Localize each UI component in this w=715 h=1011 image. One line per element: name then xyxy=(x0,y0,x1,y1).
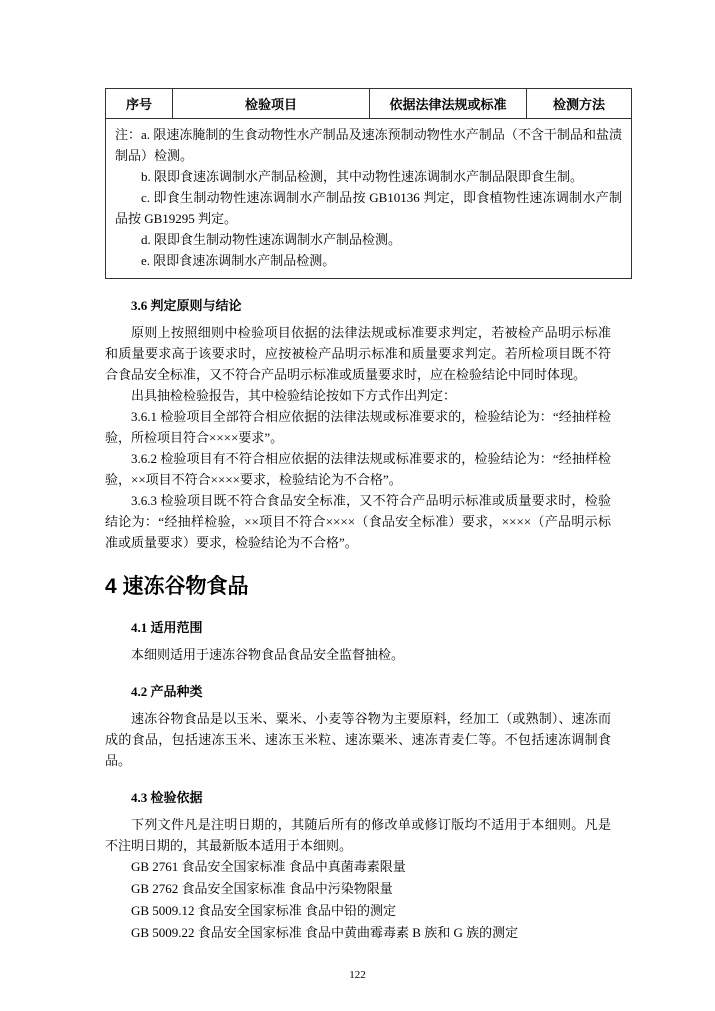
inspection-table xyxy=(105,88,632,279)
table-note-a: 注：a. 限速冻腌制的生食动物性水产制品及速冻预制动物性水产制品（不含干制品和盐渍制品）检测。 xyxy=(115,127,622,163)
section-4-2-heading: 4.2 产品种类 xyxy=(131,684,203,699)
table-notes-row xyxy=(106,119,632,279)
chapter-4-heading: 4 速冻谷物食品 xyxy=(105,575,249,598)
standard-item-gb5009-22: GB 5009.22 食品安全国家标准 食品中黄曲霉毒素 B 族和 G 族的测定 xyxy=(131,925,519,940)
standard-item-gb2762: GB 2762 食品安全国家标准 食品中污染物限量 xyxy=(131,881,393,896)
standard-item-gb5009-12: GB 5009.12 食品安全国家标准 食品中铅的测定 xyxy=(131,903,397,918)
table-header-basis: 依据法律法规或标准 xyxy=(370,89,527,119)
page-content xyxy=(105,88,622,944)
table-note-b: b. 限即食速冻调制水产制品检测，其中动物性速冻调制水产制品限即食生制。 xyxy=(141,169,584,184)
section-4-3-heading: 4.3 检验依据 xyxy=(131,790,203,805)
section-4-1-paragraph: 本细则适用于速冻谷物食品食品安全监督抽检。 xyxy=(131,647,405,662)
table-note-c: c. 即食生制动物性速冻调制水产制品按 GB10136 判定，即食植物性速冻调制水产制品按 GB19295 判定。 xyxy=(115,190,622,226)
standard-item-gb2761: GB 2761 食品安全国家标准 食品中真菌毒素限量 xyxy=(131,859,406,874)
section-3-6-paragraph-1: 原则上按照细则中检验项目依据的法律法规或标准要求判定，若被检产品明示标准和质量要求高于该要求时，应按被检产品明示标准和质量要求判定。若所检项目既不符合食品安全标准，又不符合产品明示标准或质量要求时，应在检验结论中同时体现。 xyxy=(105,325,611,382)
section-3-6-heading: 3.6 判定原则与结论 xyxy=(131,298,242,313)
clause-3-6-1: 3.6.1 检验项目全部符合相应依据的法律法规或标准要求的，检验结论为：“经抽样检验，所检项目符合××××要求”。 xyxy=(105,409,611,445)
table-note-e: e. 限即食速冻调制水产制品检测。 xyxy=(141,253,336,268)
clause-3-6-3: 3.6.3 检验项目既不符合食品安全标准，又不符合产品明示标准或质量要求时，检验结论为：“经抽样检验，××项目不符合××××（食品安全标准）要求，××××（产品明示标准或质量要求）要求，检验结论为不合格”。 xyxy=(105,493,611,550)
table-note-d: d. 限即食生制动物性速冻调制水产制品检测。 xyxy=(141,232,402,247)
page-number: 122 xyxy=(349,969,366,981)
section-4-1-heading: 4.1 适用范围 xyxy=(131,620,203,635)
table-header-serial: 序号 xyxy=(106,89,173,119)
table-header-item: 检验项目 xyxy=(173,89,370,119)
table-header-row xyxy=(106,89,632,119)
clause-3-6-2: 3.6.2 检验项目有不符合相应依据的法律法规或标准要求的，检验结论为：“经抽样检验，××项目不符合××××要求，检验结论为不合格”。 xyxy=(105,451,611,487)
table-header-method: 检测方法 xyxy=(527,89,632,119)
table-notes-cell xyxy=(106,119,632,279)
section-4-3-paragraph: 下列文件凡是注明日期的，其随后所有的修改单或修订版均不适用于本细则。凡是不注明日期的，其最新版本适用于本细则。 xyxy=(105,817,611,853)
section-4-2-paragraph: 速冻谷物食品是以玉米、粟米、小麦等谷物为主要原料，经加工（或熟制）、速冻而成的食品，包括速冻玉米、速冻玉米粒、速冻粟米、速冻青麦仁等。不包括速冻调制食品。 xyxy=(105,711,611,768)
section-3-6-paragraph-2: 出具抽检检验报告，其中检验结论按如下方式作出判定： xyxy=(131,388,457,403)
